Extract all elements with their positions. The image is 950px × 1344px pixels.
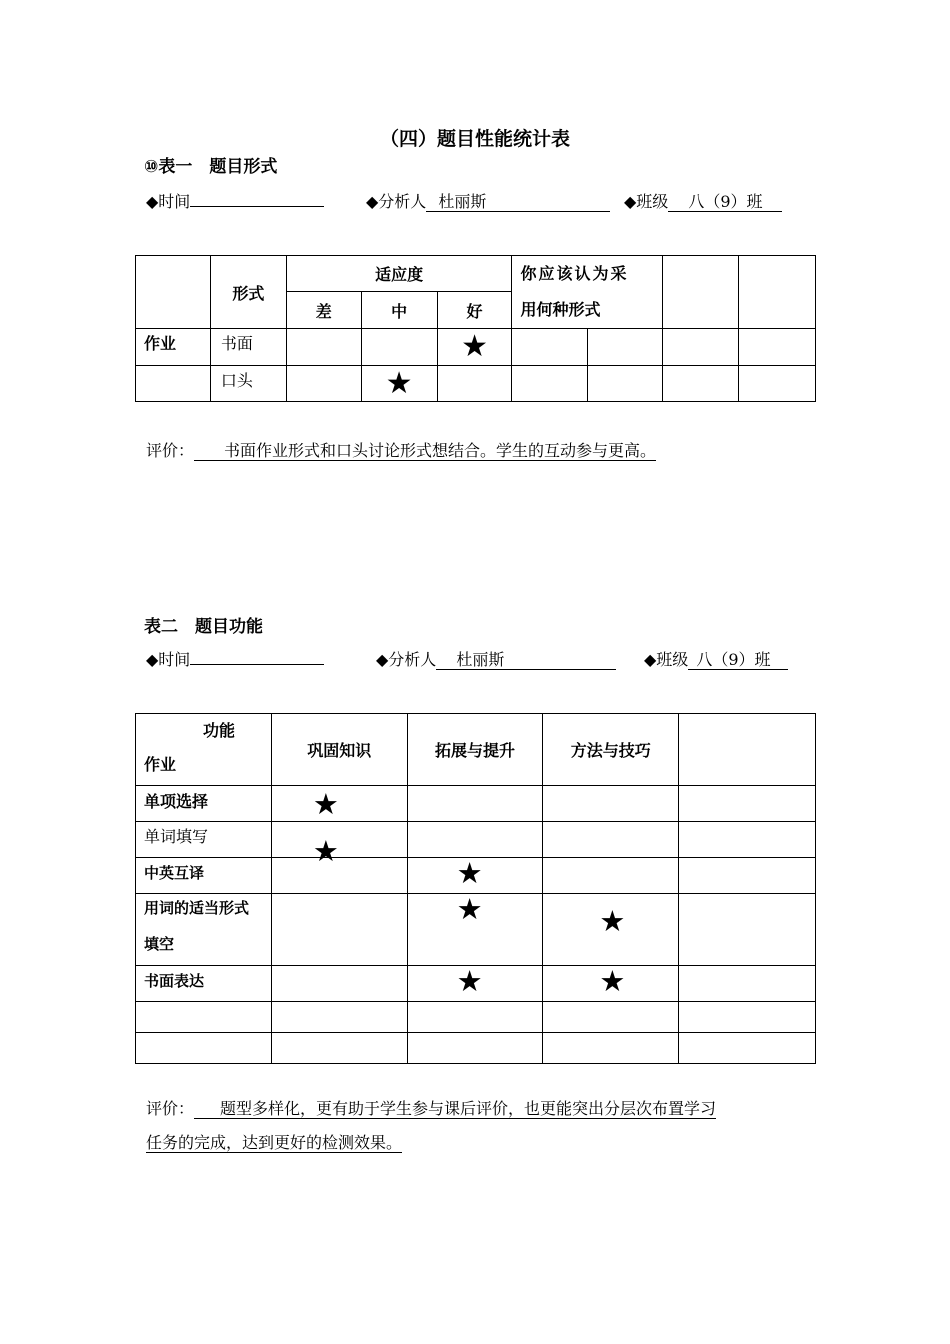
star-icon: ★ bbox=[385, 365, 413, 401]
table-row bbox=[136, 786, 816, 822]
t1-fit-bad: 差 bbox=[286, 292, 361, 329]
t2-corner-bottom: 作业 bbox=[144, 755, 177, 774]
t1-cell bbox=[663, 329, 739, 366]
t2-corner-top: 功能 bbox=[203, 721, 236, 740]
t2-cell bbox=[543, 1033, 679, 1064]
t1-cell bbox=[437, 329, 512, 366]
table1 bbox=[135, 255, 816, 402]
class-value: 八（9）班 bbox=[668, 193, 782, 212]
evaluation-text-1: 题型多样化，更有助于学生参与课后评价，也更能突出分层次布置学习 bbox=[194, 1099, 716, 1119]
star-icon: ★ bbox=[312, 834, 339, 868]
t2-cell bbox=[407, 822, 543, 858]
t1-cell bbox=[512, 329, 588, 366]
t2-cell bbox=[407, 1002, 543, 1033]
t1-cell bbox=[739, 329, 816, 366]
page-title: （四）题目性能统计表 bbox=[379, 128, 570, 150]
class-label: ◆班级 bbox=[624, 192, 669, 211]
t2-cell bbox=[271, 822, 407, 868]
time-label: ◆时间 bbox=[146, 192, 191, 211]
t1-opinion-line1: 你应该认为采 bbox=[520, 264, 629, 283]
t2-cell bbox=[543, 1002, 679, 1033]
t2-cell bbox=[271, 1002, 407, 1033]
t2-col-header: 方法与技巧 bbox=[543, 714, 679, 786]
t2-cell bbox=[543, 786, 679, 822]
t2-cell bbox=[679, 786, 816, 822]
t2-cell bbox=[271, 1033, 407, 1064]
t2-cell bbox=[543, 894, 679, 966]
star-icon: ★ bbox=[599, 904, 626, 938]
t2-row-name-line2: 填空 bbox=[144, 935, 175, 953]
table-row bbox=[136, 858, 816, 894]
t2-cell bbox=[679, 1033, 816, 1064]
t1-cell bbox=[437, 366, 512, 402]
t1-cell bbox=[739, 366, 816, 402]
t2-cell bbox=[679, 822, 816, 858]
time-value bbox=[190, 206, 324, 207]
t2-cell bbox=[543, 822, 679, 858]
t2-cell bbox=[271, 858, 407, 894]
star-icon: ★ bbox=[456, 856, 483, 890]
t2-corner bbox=[136, 714, 272, 786]
t2-col-header: 巩固知识 bbox=[271, 714, 407, 786]
t1-row-form: 口头 bbox=[210, 366, 286, 402]
t1-opinion-line2: 用何种形式 bbox=[520, 300, 601, 319]
t2-cell bbox=[271, 894, 407, 966]
star-icon: ★ bbox=[461, 329, 488, 364]
table-row bbox=[136, 1033, 816, 1064]
t2-cell bbox=[679, 1002, 816, 1033]
t1-cell bbox=[286, 366, 361, 402]
t2-row-name: 单词填写 bbox=[136, 822, 272, 858]
table1-evaluation bbox=[146, 434, 656, 468]
t1-corner bbox=[136, 256, 211, 329]
time-value bbox=[190, 664, 324, 665]
t1-cell bbox=[588, 366, 663, 402]
evaluation-line2 bbox=[146, 1126, 826, 1160]
t2-cell bbox=[679, 894, 816, 966]
table-row bbox=[136, 1002, 816, 1033]
analyst-value: 杜丽斯 bbox=[426, 193, 610, 212]
t2-row-name bbox=[136, 894, 272, 966]
analyst-value: 杜丽斯 bbox=[436, 651, 616, 670]
t1-cell bbox=[361, 329, 437, 366]
t1-fit-good: 好 bbox=[437, 292, 512, 329]
t2-cell bbox=[679, 966, 816, 1002]
t1-cell bbox=[286, 329, 361, 366]
table2 bbox=[135, 713, 816, 1064]
analyst-label: ◆分析人 bbox=[376, 650, 437, 669]
evaluation-label: 评价： bbox=[146, 1099, 195, 1118]
evaluation-line1 bbox=[146, 1092, 826, 1126]
table2-analyst bbox=[376, 647, 616, 670]
analyst-label: ◆分析人 bbox=[366, 192, 427, 211]
time-label: ◆时间 bbox=[146, 650, 191, 669]
star-icon: ★ bbox=[456, 892, 483, 926]
star-icon: ★ bbox=[312, 787, 339, 821]
t2-row-name bbox=[136, 1002, 272, 1033]
t2-row-name-line1: 用词的适当形式 bbox=[144, 899, 250, 917]
t2-row-name bbox=[136, 1033, 272, 1064]
t2-row-name: 书面表达 bbox=[136, 966, 272, 1002]
t2-cell bbox=[543, 966, 679, 1002]
star-icon: ★ bbox=[456, 964, 483, 998]
evaluation-text: 书面作业形式和口头讨论形式想结合。学生的互动参与更高。 bbox=[194, 441, 656, 461]
t1-row-group: 作业 bbox=[136, 329, 211, 366]
table-row bbox=[136, 894, 816, 966]
t1-col-form: 形式 bbox=[210, 256, 286, 329]
table1-class bbox=[624, 189, 782, 212]
t2-cell bbox=[407, 786, 543, 822]
table2-heading: 表二 题目功能 bbox=[144, 617, 263, 637]
t2-cell bbox=[407, 858, 543, 894]
t1-cell bbox=[361, 366, 437, 402]
star-icon: ★ bbox=[599, 964, 626, 998]
t1-fit-mid: 中 bbox=[361, 292, 437, 329]
t1-col-opinion bbox=[512, 256, 663, 329]
t2-cell bbox=[407, 966, 543, 1002]
table1-time bbox=[146, 189, 324, 212]
t2-cell bbox=[271, 786, 407, 822]
t2-cell bbox=[407, 1033, 543, 1064]
t2-row-name: 中英互译 bbox=[136, 858, 272, 894]
t1-empty-col bbox=[663, 256, 739, 329]
t2-col-header bbox=[679, 714, 816, 786]
t2-cell bbox=[271, 966, 407, 1002]
t1-empty-col bbox=[739, 256, 816, 329]
t1-cell bbox=[512, 366, 588, 402]
table2-evaluation bbox=[146, 1092, 826, 1160]
table1-heading: ⑩表一 题目形式 bbox=[144, 157, 278, 177]
table-row bbox=[136, 329, 816, 366]
t2-row-name: 单项选择 bbox=[136, 786, 272, 822]
table-row bbox=[136, 966, 816, 1002]
t1-col-fit: 适应度 bbox=[286, 256, 512, 292]
table1-analyst bbox=[366, 189, 610, 212]
table2-class bbox=[644, 647, 788, 670]
table-row bbox=[136, 366, 816, 402]
t1-row-form: 书面 bbox=[210, 329, 286, 366]
t2-col-header: 拓展与提升 bbox=[407, 714, 543, 786]
table-row bbox=[136, 822, 816, 858]
evaluation-label: 评价： bbox=[146, 441, 195, 460]
t1-cell bbox=[663, 366, 739, 402]
t1-cell bbox=[588, 329, 663, 366]
t1-cell bbox=[136, 366, 211, 402]
t2-cell bbox=[543, 858, 679, 894]
t2-cell bbox=[407, 894, 543, 966]
t2-cell bbox=[679, 858, 816, 894]
class-value: 八（9）班 bbox=[688, 651, 788, 670]
evaluation-text-2: 任务的完成，达到更好的检测效果。 bbox=[146, 1133, 403, 1152]
table2-time bbox=[146, 647, 324, 670]
class-label: ◆班级 bbox=[644, 650, 689, 669]
